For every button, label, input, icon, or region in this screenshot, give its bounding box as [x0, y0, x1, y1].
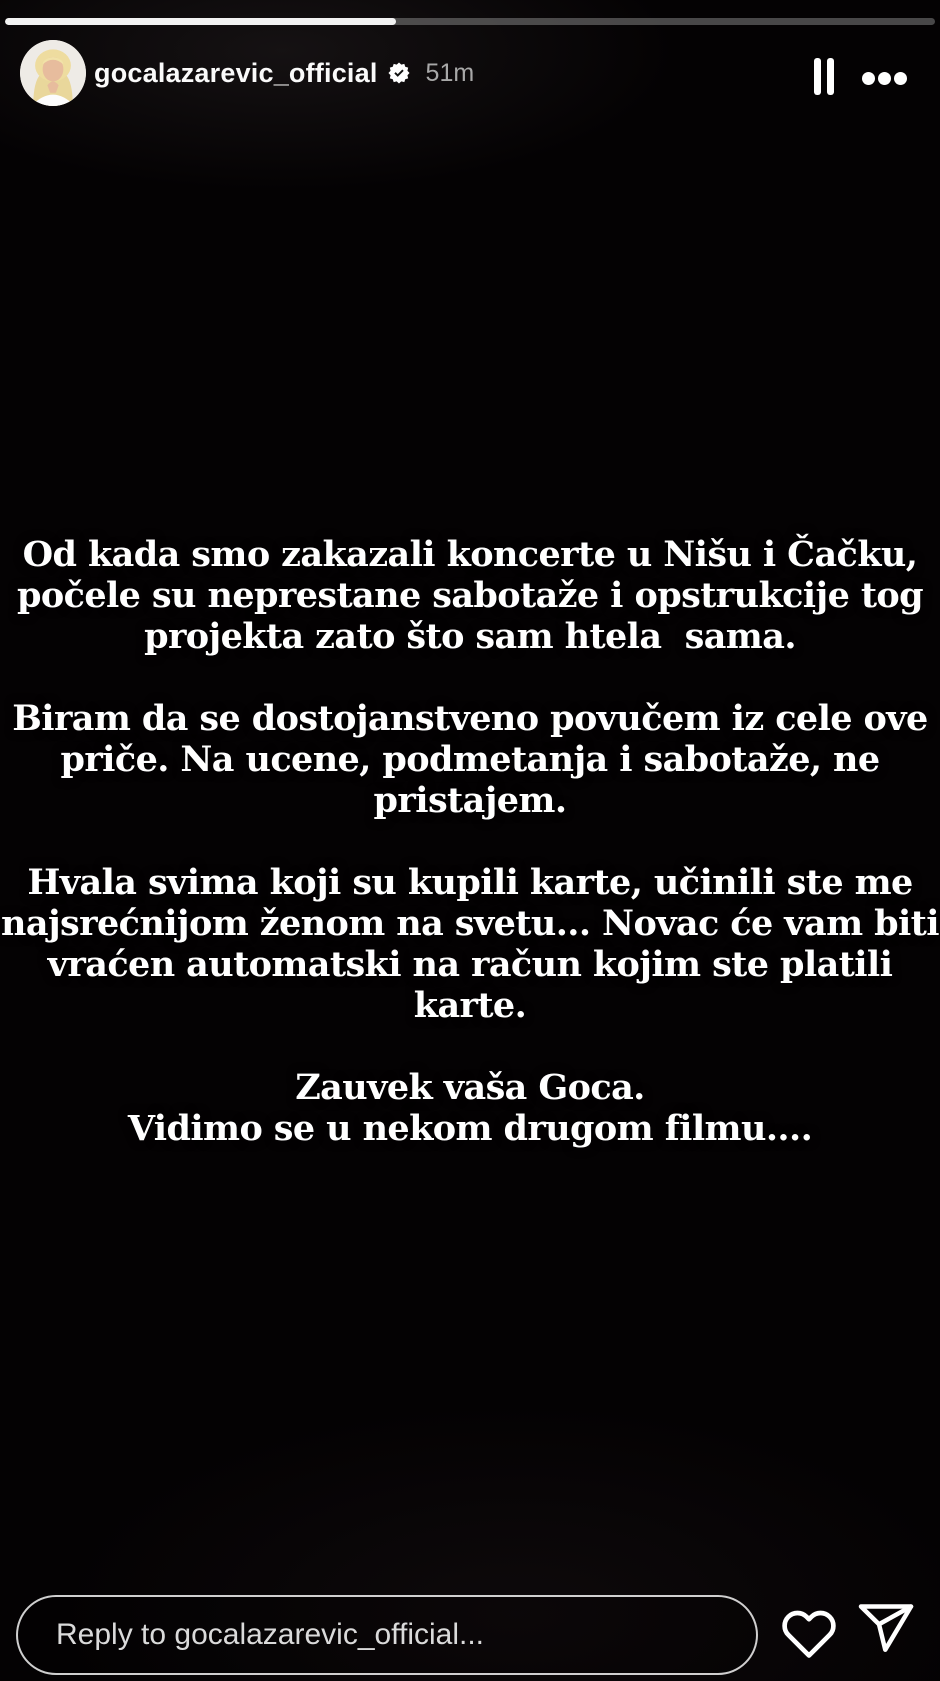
story-text-line: Vidimo se u nekom drugom filmu....	[127, 1108, 813, 1149]
more-dot	[894, 72, 907, 85]
avatar-portrait	[20, 40, 86, 106]
share-icon[interactable]	[856, 1599, 916, 1659]
story-text-block	[0, 534, 940, 1149]
heart-icon[interactable]	[781, 1606, 837, 1662]
more-dot	[878, 72, 891, 85]
verified-badge-icon	[388, 62, 410, 84]
story-header	[94, 57, 474, 89]
story-paragraph	[0, 698, 940, 821]
story-progress-bar	[5, 18, 935, 25]
story-text-line: Biram da se dostojanstveno povučem iz cele ove	[12, 698, 928, 739]
story-text-line: pristajem.	[373, 780, 567, 821]
avatar[interactable]	[20, 40, 86, 106]
reply-pill	[16, 1595, 758, 1675]
story-text-line: počele su neprestane sabotaže i opstrukcije tog	[16, 575, 924, 616]
pause-bar	[827, 58, 834, 95]
more-dot	[862, 72, 875, 85]
story-text-line: karte.	[413, 985, 527, 1026]
story-progress-fill	[5, 18, 396, 25]
story-text-line: najsrećnijom ženom na svetu... Novac će vam biti	[1, 903, 939, 944]
pause-icon[interactable]	[812, 56, 836, 97]
story-paragraph	[0, 534, 940, 657]
username[interactable]: gocalazarevic_official	[94, 57, 378, 88]
reply-input[interactable]	[18, 1597, 756, 1673]
more-options-icon[interactable]	[862, 72, 907, 85]
story-paragraph	[0, 1067, 940, 1149]
story-text-line: vraćen automatski na račun kojim ste platili	[47, 944, 893, 985]
story-text-line: projekta zato što sam htela sama.	[144, 616, 796, 657]
story-timestamp: 51m	[425, 58, 475, 87]
story-text-line: Od kada smo zakazali koncerte u Nišu i Čačku,	[22, 534, 918, 575]
pause-bar	[814, 58, 821, 95]
story-text-line: Zauvek vaša Goca.	[295, 1067, 645, 1108]
story-text-line: Hvala svima koji su kupili karte, učinili ste me	[27, 862, 913, 903]
story-controls	[812, 56, 907, 97]
story-text-line: priče. Na ucene, podmetanja i sabotaže, ne	[60, 739, 880, 780]
story-paragraph	[0, 862, 940, 1026]
